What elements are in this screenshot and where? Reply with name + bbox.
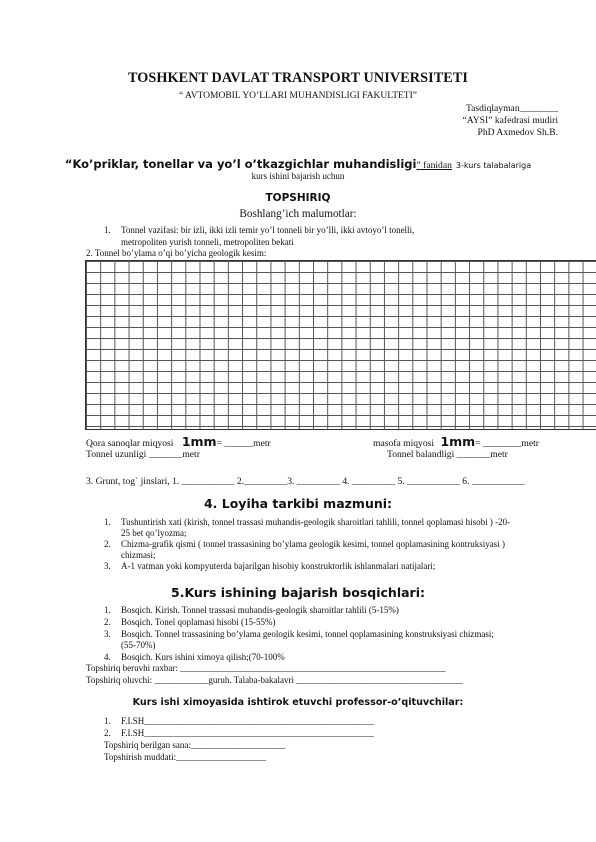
tunnel-length-field[interactable]: Tonnel uzunligi _______metr bbox=[86, 449, 200, 460]
content-item-3-line1: A-1 vatman yoki kompyuterda bajarilgan hisobiy konstruktorlik ishlanmalari natijalari; bbox=[121, 561, 436, 571]
vertical-scale-unit[interactable]: = ______metr bbox=[216, 438, 271, 449]
vertical-scale-row bbox=[86, 436, 271, 450]
content-item-3-number: 3. bbox=[104, 561, 111, 571]
approval-line: Tasdiqlayman________ bbox=[465, 103, 558, 114]
member-2-number: 2. bbox=[104, 728, 111, 738]
member-1-field[interactable]: F.I.SH___________________________________________________ bbox=[121, 716, 374, 726]
faculty-title: “ AVTOMOBIL YO’LLARI MUHANDISLIGI FAKULTETI” bbox=[178, 91, 417, 101]
member-2-field[interactable]: F.I.SH___________________________________________________ bbox=[121, 728, 374, 738]
department-head: PhD Axmedov Sh.B. bbox=[477, 127, 558, 138]
stage-3-line2: (55-70%) bbox=[121, 640, 156, 650]
stage-4-number: 4. bbox=[104, 652, 111, 662]
issued-date-field[interactable]: Topshiriq berilgan sana:_____________________ bbox=[104, 740, 286, 750]
content-item-1-line2: 25 bet qo’lyozma; bbox=[121, 528, 187, 538]
content-item-2-number: 2. bbox=[104, 539, 111, 549]
content-item-1-line1: Tushuntirish xati (kirish, tonnel trassasi muhandis-geologik sharoitlari tahlili, tonnel qoplamasi hisobi ) -20- bbox=[121, 517, 511, 527]
geological-section-label: 2. Tonnel bo’ylama o’qi bo’yicha geologik kesim: bbox=[86, 248, 267, 258]
distance-scale-row bbox=[373, 436, 539, 450]
content-item-2-line1: Chizma-grafik qismi ( tonnel trassasining bo’ylama geologik kesimi, tonnel qoplamasining kontruksiyasi ) bbox=[121, 539, 505, 549]
content-item-2-line2: chizmasi; bbox=[121, 550, 156, 560]
project-content-heading: 4. Loyiha tarkibi mazmuni: bbox=[203, 496, 393, 511]
distance-scale-label: masofa miqyosi bbox=[373, 438, 435, 449]
stage-4-text: Bosqich. Kurs ishini ximoya qilish;(70-100% bbox=[121, 652, 285, 662]
assignment-heading: TOPSHIRIQ bbox=[265, 192, 331, 204]
assignment-issuer[interactable]: Topshiriq beruvhi raxbar: ___________________________________________________________ bbox=[86, 663, 446, 673]
vertical-scale-label: Qora sanoqlar miqyosi bbox=[86, 438, 174, 449]
course-purpose: kurs ishini bajarish uchun bbox=[251, 171, 345, 181]
content-item-1-number: 1. bbox=[104, 517, 111, 527]
initial-data-heading: Boshlang’ich malumotlar: bbox=[239, 208, 357, 220]
soil-types-line[interactable]: 3. Grunt, tog` jinslari, 1. ___________ 2._________3. _________ 4. _________ 5. ___________ 6. ___________ bbox=[86, 476, 525, 487]
defense-committee-heading: Kurs ishi ximoyasida ishtirok etuvchi professor-o’qituvchilar: bbox=[132, 697, 464, 708]
geological-section-grid[interactable] bbox=[85, 260, 596, 430]
stage-1-number: 1. bbox=[104, 605, 111, 615]
department-line: “AYSI” kafedrasi mudiri bbox=[462, 115, 558, 126]
course-audience: 3-kurs talabalariga bbox=[455, 161, 532, 170]
assignment-receiver[interactable]: Topshiriq oluvchi: ____________guruh. Talaba-bakalavri _____________________________________ bbox=[86, 675, 463, 685]
member-1-number: 1. bbox=[104, 716, 111, 726]
course-name-closing: ” fanidan bbox=[416, 160, 452, 171]
distance-scale-unit[interactable]: = ________metr bbox=[475, 438, 539, 449]
stage-3-number: 3. bbox=[104, 629, 111, 639]
distance-scale-value: 1mm bbox=[440, 434, 476, 449]
stage-3-line1: Bosqich. Tonnel trassasining bo’ylama geologik kesimi, tonnel qoplamasining konstruksiyasi chizmasi; bbox=[121, 629, 494, 639]
course-name: “Ko’priklar, tonellar va yo’l o’tkazgichlar muhandisligi bbox=[64, 157, 417, 171]
university-title: TOSHKENT DAVLAT TRANSPORT UNIVERSITETI bbox=[127, 70, 469, 86]
stage-1-text: Bosqich. Kirish. Tonnel trassasi muhandis-geologik sharoitlar tahlili (5-15%) bbox=[121, 605, 399, 615]
tunnel-height-field[interactable]: Tonnel balandligi _______metr bbox=[387, 449, 508, 460]
tunnel-purpose-line1: Tonnel vazifasi: bir izli, ikki izli temir yo’l tonneli bir yo’lli, ikki avtoyo’l tonelli, bbox=[121, 225, 415, 235]
stage-2-text: Bosqich. Tonel qoplamasi hisobi (15-55%) bbox=[121, 617, 276, 627]
vertical-scale-value: 1mm bbox=[181, 434, 217, 449]
stage-2-number: 2. bbox=[104, 617, 111, 627]
deadline-field[interactable]: Topshirish muddati:____________________ bbox=[104, 752, 267, 762]
tunnel-purpose-line2: metropoliten yurish tonneli, metropoliten bekati bbox=[121, 237, 294, 247]
work-stages-heading: 5.Kurs ishining bajarish bosqichlari: bbox=[171, 585, 425, 600]
item-1-number: 1. bbox=[104, 225, 111, 235]
